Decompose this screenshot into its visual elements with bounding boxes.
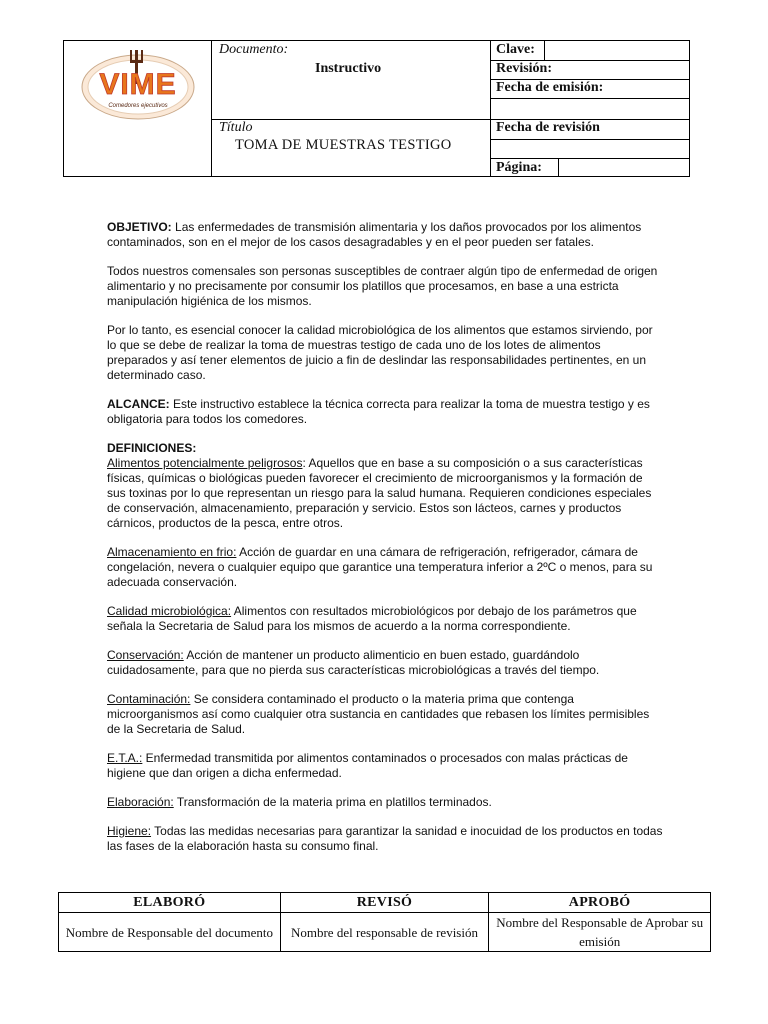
definition-item: [107, 751, 663, 781]
definition-text: Acción de guardar en una cámara de refrigeración, refrigerador, cámara de congelación, nevera o cualquier equipo que garantice una temperatura inferior a 2ºC o menos, para su adecuada conservación.: [107, 545, 653, 589]
definition-item: [107, 545, 663, 590]
definition-text: Alimentos con resultados microbiológicos por debajo de los parámetros que señala la Secretaria de Salud para los mismos de acuerdo a la norma correspondiente.: [107, 604, 637, 633]
documento-label: Documento:: [219, 42, 289, 57]
svg-text:Comedores ejecutivos: Comedores ejecutivos: [108, 103, 168, 109]
definition-text: Acción de mantener un producto alimenticio en buen estado, guardándolo cuidadosamente, para que no pierda sus características microbiológicas a través del tiempo.: [107, 648, 600, 677]
aprobo-cell: Nombre del Responsable de Aprobar su emisión: [489, 913, 711, 952]
definition-term: Conservación:: [107, 648, 184, 662]
signature-header-row: [59, 893, 711, 913]
right-row-line-5: [490, 139, 689, 140]
elaboro-cell: Nombre de Responsable del documento: [59, 913, 281, 952]
definition-text: : Aquellos que en base a su composición o a sus características físicas, químicas o biológicas pueden favorecer el crecimiento de microorganismos y la formación de sus toxinas por lo que representan un riesgo para la salud humana. Requieren condiciones especiales de conservación, almacenamiento, preparación y servicio. Estos son lácteos, carnes y productos cárnicos, productos de la pesca, entre otros.: [107, 456, 652, 530]
definition-item: [107, 456, 663, 531]
definition-item: [107, 648, 663, 678]
svg-text:VIME: VIME: [99, 68, 177, 101]
documento-value: Instructivo: [315, 61, 382, 76]
definition-text: Todas las medidas necesarias para garantizar la sanidad e inocuidad de los productos en todas las fases de la elaboración hasta su consumo final.: [107, 824, 663, 853]
titulo-value: TOMA DE MUESTRAS TESTIGO: [235, 137, 452, 153]
paragraph-calidad: Por lo tanto, es esencial conocer la calidad microbiológica de los alimentos que estamos sirviendo, por lo que se debe de realizar la toma de muestras testigo de cada uno de los lotes de alimentos preparados y así tener elementos de juicio a fin de deslindar las responsabilidades pertinentes, en un determinado caso.: [107, 323, 653, 382]
definition-term: Alimentos potencialmente peligrosos: [107, 456, 303, 470]
clave-label: Clave:: [496, 42, 535, 57]
reviso-cell: Nombre del responsable de revisión: [280, 913, 489, 952]
elaboro-header: ELABORÓ: [59, 893, 281, 913]
definition-term: Contaminación:: [107, 692, 191, 706]
alcance-label: ALCANCE:: [107, 397, 170, 411]
pagina-label: Página:: [496, 160, 542, 175]
header-mid-line: [211, 119, 689, 120]
titulo-label: Título: [219, 120, 253, 135]
objetivo-label: OBJETIVO:: [107, 220, 172, 234]
definition-term: Higiene:: [107, 824, 152, 838]
vime-logo: [80, 47, 196, 121]
logo-cell: [63, 41, 211, 177]
document-body: [107, 220, 663, 868]
definition-text: Enfermedad transmitida por alimentos contaminados o procesados con malas prácticas de higiene que dan origen a dicha enfermedad.: [107, 751, 628, 780]
objetivo-text: Las enfermedades de transmisión alimentaria y los daños provocados por los alimentos contaminados, son en el mejor de los casos desagradables y en el peor pueden ser fatales.: [107, 220, 642, 249]
definition-item: [107, 824, 663, 854]
right-row-line-6: [490, 158, 689, 159]
alcance-paragraph: [107, 397, 663, 427]
reviso-header: REVISÓ: [280, 893, 489, 913]
definition-item: [107, 604, 663, 634]
revision-label: Revisión:: [496, 61, 552, 76]
header-divider-right: [490, 41, 491, 176]
definition-item: [107, 692, 663, 737]
definition-term: Calidad microbiológica:: [107, 604, 232, 618]
aprobo-header: APROBÓ: [489, 893, 711, 913]
signature-name-row: [59, 913, 711, 952]
definiciones-heading: DEFINICIONES:: [107, 441, 197, 455]
pagina-value-divider: [558, 158, 559, 177]
objetivo-paragraph: [107, 220, 663, 250]
definition-item: [107, 795, 663, 810]
definition-text: Transformación de la materia prima en platillos terminados.: [173, 795, 492, 809]
definition-term: E.T.A.:: [107, 751, 143, 765]
right-row-line-3: [490, 98, 689, 99]
fecha-emision-label: Fecha de emisión:: [496, 80, 604, 95]
header-divider-logo: [211, 41, 212, 176]
fecha-revision-label: Fecha de revisión: [496, 120, 600, 135]
definition-text: Se considera contaminado el producto o la materia prima que contenga microorganismos así como cualquier otra sustancia en cantidades que rebasen los límites permisibles de la Secretaria de Salud.: [107, 692, 650, 736]
clave-value-divider: [544, 41, 545, 60]
paragraph-comensales: Todos nuestros comensales son personas susceptibles de contraer algún tipo de enfermedad de origen alimentario y no precisamente por consumir los platillos que procesamos, en base a una estricta manipulación higiénica de los mismos.: [107, 264, 658, 308]
signature-table: [58, 892, 711, 952]
document-header: [63, 40, 690, 177]
alcance-text: Este instructivo establece la técnica correcta para realizar la toma de muestra testigo y es obligatoria para todos los comedores.: [107, 397, 650, 426]
definition-term: Almacenamiento en frio:: [107, 545, 237, 559]
definition-term: Elaboración:: [107, 795, 174, 809]
